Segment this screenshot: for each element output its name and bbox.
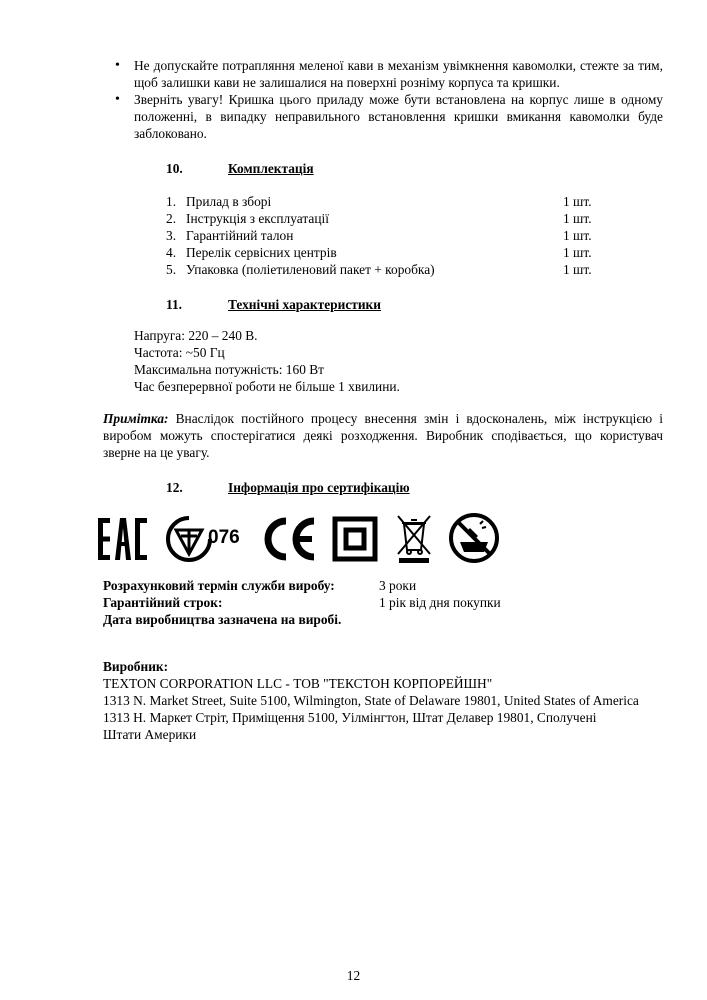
section-number: 12. <box>166 480 183 495</box>
list-item <box>166 244 606 261</box>
item-text: Упаковка (поліетиленовий пакет + коробка) <box>186 262 435 277</box>
section-number: 10. <box>166 161 183 176</box>
spec-line: Частота: ~50 Гц <box>134 345 225 360</box>
manufacturer-label: Виробник: <box>103 659 169 674</box>
spec-line: Напруга: 220 – 240 В. <box>134 328 258 343</box>
no-water-immersion-icon <box>448 512 500 564</box>
item-text: Перелік сервісних центрів <box>186 245 337 260</box>
list-item <box>166 227 606 244</box>
item-text: Прилад в зборі <box>186 194 272 209</box>
note-label: Примітка: <box>103 411 169 426</box>
weee-crossed-bin-icon <box>394 512 434 564</box>
manufacturer-block <box>103 658 663 743</box>
term-label: Дата виробництва зазначена на виробі. <box>103 612 342 627</box>
section-title: Інформація про сертифікацію <box>228 480 410 495</box>
item-number: 5. <box>166 262 177 277</box>
page-number: 12 <box>346 968 361 983</box>
list-item: • Зверніть увагу! Кришка цього приладу може бути встановлена на корпус лише в одному положенні, в випадку неправильного встановлення кришки вмикання кавомолки буде заблоковано. <box>103 91 663 142</box>
section-title: Технічні характеристики <box>228 297 381 312</box>
section-heading-specs <box>166 296 381 313</box>
item-qty: 1 шт. <box>563 211 592 226</box>
warning-list <box>103 57 663 142</box>
list-item: • Не допускайте потрапляння меленої кави в механізм увімкнення кавомолки, стежте за тим, щоб залишки кави не залишалися на поверхні розніму корпуса та кришки. <box>103 57 663 91</box>
ua-mark-code: 076 <box>208 527 240 548</box>
section-number: 11. <box>166 297 182 312</box>
item-qty: 1 шт. <box>563 245 592 260</box>
item-qty: 1 шт. <box>563 228 592 243</box>
term-row <box>103 577 663 594</box>
list-item <box>166 193 606 210</box>
ua-conformity-mark-icon <box>164 514 214 564</box>
section-heading-kit <box>166 160 314 177</box>
manufacturer-address-ua: 1313 Н. Маркет Стріт, Приміщення 5100, Уілмінгтон, Штат Делавер 19801, Сполучені Штати Америки <box>103 710 597 742</box>
eac-mark-icon <box>96 516 150 562</box>
section-heading-certification <box>166 479 410 496</box>
spec-line: Час безперервної роботи не більше 1 хвилини. <box>134 379 400 394</box>
term-row <box>103 594 663 611</box>
list-item <box>166 210 606 227</box>
note-text: Внаслідок постійного процесу внесення змін і вдосконалень, між інструкцією і виробом можуть спостерігатися деякі розходження. Виробник сподівається, що користувач зверне на це увагу. <box>103 411 663 460</box>
term-label: Розрахунковий термін служби виробу: <box>103 578 335 593</box>
list-item <box>166 261 606 278</box>
section-title: Комплектація <box>228 161 314 176</box>
term-value: 3 роки <box>379 578 417 593</box>
item-qty: 1 шт. <box>563 262 592 277</box>
item-number: 2. <box>166 211 177 226</box>
item-number: 1. <box>166 194 177 209</box>
manufacturer-address-en: 1313 N. Market Street, Suite 5100, Wilmington, State of Delaware 19801, United States of America <box>103 693 639 708</box>
term-row <box>103 611 663 628</box>
item-text: Інструкція з експлуатації <box>186 211 329 226</box>
certification-marks <box>96 510 516 568</box>
ce-mark-icon <box>262 517 318 561</box>
double-insulation-icon <box>332 516 378 562</box>
note-paragraph <box>103 410 663 461</box>
manufacturer-name: TEXTON CORPORATION LLC - ТОВ "ТЕКСТОН КОРПОРЕЙШН" <box>103 676 493 691</box>
spec-line: Максимальна потужність: 160 Вт <box>134 362 325 377</box>
term-value: 1 рік від дня покупки <box>379 595 501 610</box>
item-number: 3. <box>166 228 177 243</box>
specs-list <box>134 327 400 395</box>
item-number: 4. <box>166 245 177 260</box>
service-terms <box>103 577 663 628</box>
item-text: Гарантійний талон <box>186 228 294 243</box>
item-qty: 1 шт. <box>563 194 592 209</box>
term-label: Гарантійний строк: <box>103 595 223 610</box>
